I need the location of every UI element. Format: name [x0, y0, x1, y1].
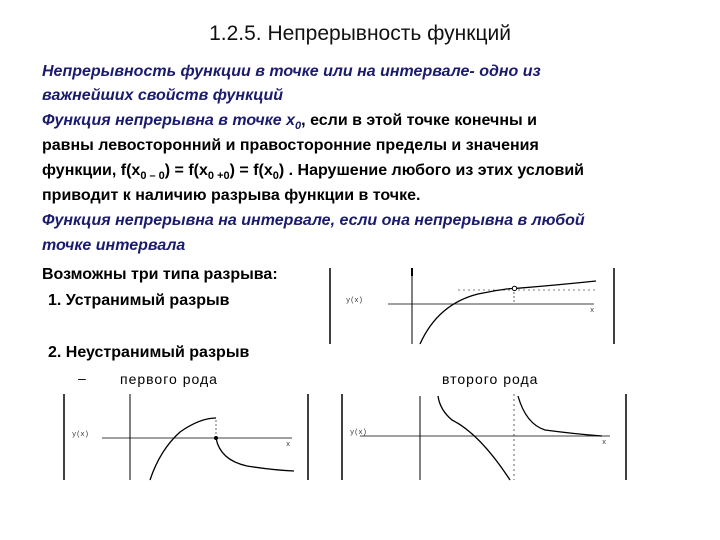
- svg-text:y(x): y(x): [72, 431, 89, 439]
- types-heading: Возможны три типа разрыва:: [42, 266, 278, 283]
- definition-text-a: Функция непрерывна в точке: [42, 112, 287, 129]
- slide-title: 1.2.5. Непрерывность функций: [209, 22, 511, 45]
- type-removable: 1. Устранимый разрыв: [48, 292, 230, 309]
- definition-line-3: функции, $f(x_{0 - 0}) = f(x_{0 +0}) = f(x_0)$ . Нарушение любого из этих условий: [42, 162, 584, 183]
- second-kind-label: второго рода: [442, 371, 539, 387]
- definition-text-b: , если в этой точке конечны и: [301, 112, 537, 129]
- svg-text:x: x: [286, 441, 291, 449]
- removable-discontinuity-graph: [328, 264, 618, 346]
- type-nonremovable: 2. Неустранимый разрыв: [48, 344, 250, 361]
- first-kind-discontinuity-graph: [62, 390, 312, 482]
- second-kind-discontinuity-graph: [340, 390, 632, 482]
- definition-line-1: [42, 111, 537, 136]
- intro-line-1: Непрерывность функции в точке или на интервале- одно из: [42, 63, 541, 80]
- definition-x0: $x_0$: [286, 112, 302, 133]
- svg-text:y(x): y(x): [350, 429, 367, 437]
- first-kind-label: первого рода: [120, 371, 218, 387]
- interval-line-1: Функция непрерывна на интервале, если она непрерывна в любой: [42, 212, 585, 229]
- svg-text:x: x: [590, 307, 595, 315]
- interval-line-2: точке интервала: [42, 237, 186, 254]
- definition-line-2: равны левосторонний и правосторонние пределы и значения: [42, 137, 539, 154]
- svg-text:y(x): y(x): [346, 297, 363, 305]
- definition-line-4: приводит к наличию разрыва функции в точке.: [42, 187, 421, 204]
- dash: –: [78, 370, 87, 386]
- intro-line-2: важнейших свойств функций: [42, 87, 284, 104]
- svg-text:x: x: [602, 439, 607, 447]
